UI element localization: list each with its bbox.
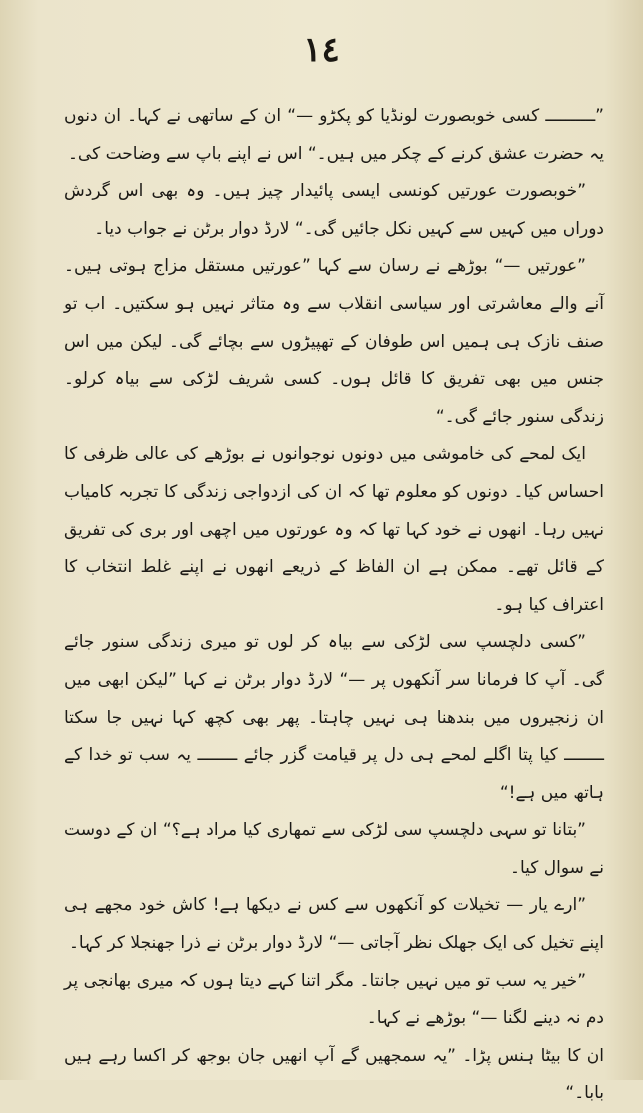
paragraph-5: ”کسی دلچسپ سی لڑکی سے بیاہ کر لوں تو میری زندگی سنور جائے گی۔ آپ کا فرمانا سر آنکھوں پر —“ لارڈ دوار برٹن نے کہا ”لیکن ابھی میں ان زنجیروں میں بندھنا ہی نہیں چاہتا۔ پھر بھی کچھ کہا نہیں جا سکتا ــــــــ کیا پتا اگلے لمحے ہی دل پر قیامت گزر جائے ــــــــ یہ سب تو خدا کے ہاتھ میں ہے!“ [64, 632, 604, 803]
body-text [64, 98, 604, 1113]
paragraph-9: ان کا بیٹا ہنس پڑا۔ ”یہ سمجھیں گے آپ انھیں جان بوجھ کر اکسا رہے ہیں بابا۔“ [64, 1045, 604, 1104]
paragraph-1: ”ــــــــــ کسی خوبصورت لونڈیا کو پکڑو —“ ان کے ساتھی نے کہا۔ ان دنوں یہ حضرت عشق کرنے کے چکر میں ہیں۔“ اس نے اپنے باپ سے وضاحت کی۔ [64, 106, 604, 164]
paragraph-2: ”خوبصورت عورتیں کونسی ایسی پائیدار چیز ہیں۔ وہ بھی اس گردش دوراں میں کہیں سے کہیں نکل جائیں گی۔“ لارڈ دوار برٹن نے جواب دیا۔ [64, 181, 604, 239]
paragraph-8: ”خیر یہ سب تو میں نہیں جانتا۔ مگر اتنا کہے دیتا ہوں کہ میری بھانجی پر دم نہ دینے لگنا —“ بوڑھے نے کہا۔ [64, 970, 604, 1029]
paragraph-4: ایک لمحے کی خاموشی میں دونوں نوجوانوں نے بوڑھے کی عالی ظرفی کا احساس کیا۔ دونوں کو معلوم تھا کہ ان کی ازدواجی زندگی کا تجربہ کامیاب نہیں رہا۔ انھوں نے خود کہا تھا کہ وہ عورتوں میں اچھی اور بری کی تفریق کے قائل تھے۔ ممکن ہے ان الفاظ کے ذریعے انھوں نے اپنے غلط انتخاب کا اعتراف کیا ہو۔ [64, 444, 604, 615]
page-number: ١٤ [303, 30, 340, 70]
paragraph-3: ”عورتیں —“ بوڑھے نے رسان سے کہا ”عورتیں مستقل مزاج ہوتی ہیں۔ آنے والے معاشرتی اور سیاسی انقلاب سے وہ متاثر نہیں ہو سکتیں۔ اب تو صنف نازک ہی ہمیں اس طوفان کے تھپیڑوں سے بچائے گی۔ لیکن میں اس جنس میں بھی تفریق کا قائل ہوں۔ کسی شریف لڑکی سے بیاہ کرلو۔ زندگی سنور جائے گی۔“ [64, 256, 604, 427]
paragraph-6: ”بتانا تو سہی دلچسپ سی لڑکی سے تمھاری کیا مراد ہے؟“ ان کے دوست نے سوال کیا۔ [64, 820, 604, 878]
paragraph-7: ”ارے یار — تخیلات کو آنکھوں سے کس نے دیکھا ہے! کاش خود مجھے ہی اپنے تخیل کی ایک جھلک نظر آجاتی —“ لارڈ دوار برٹن نے ذرا جھنجلا کر کہا۔ [64, 895, 604, 954]
